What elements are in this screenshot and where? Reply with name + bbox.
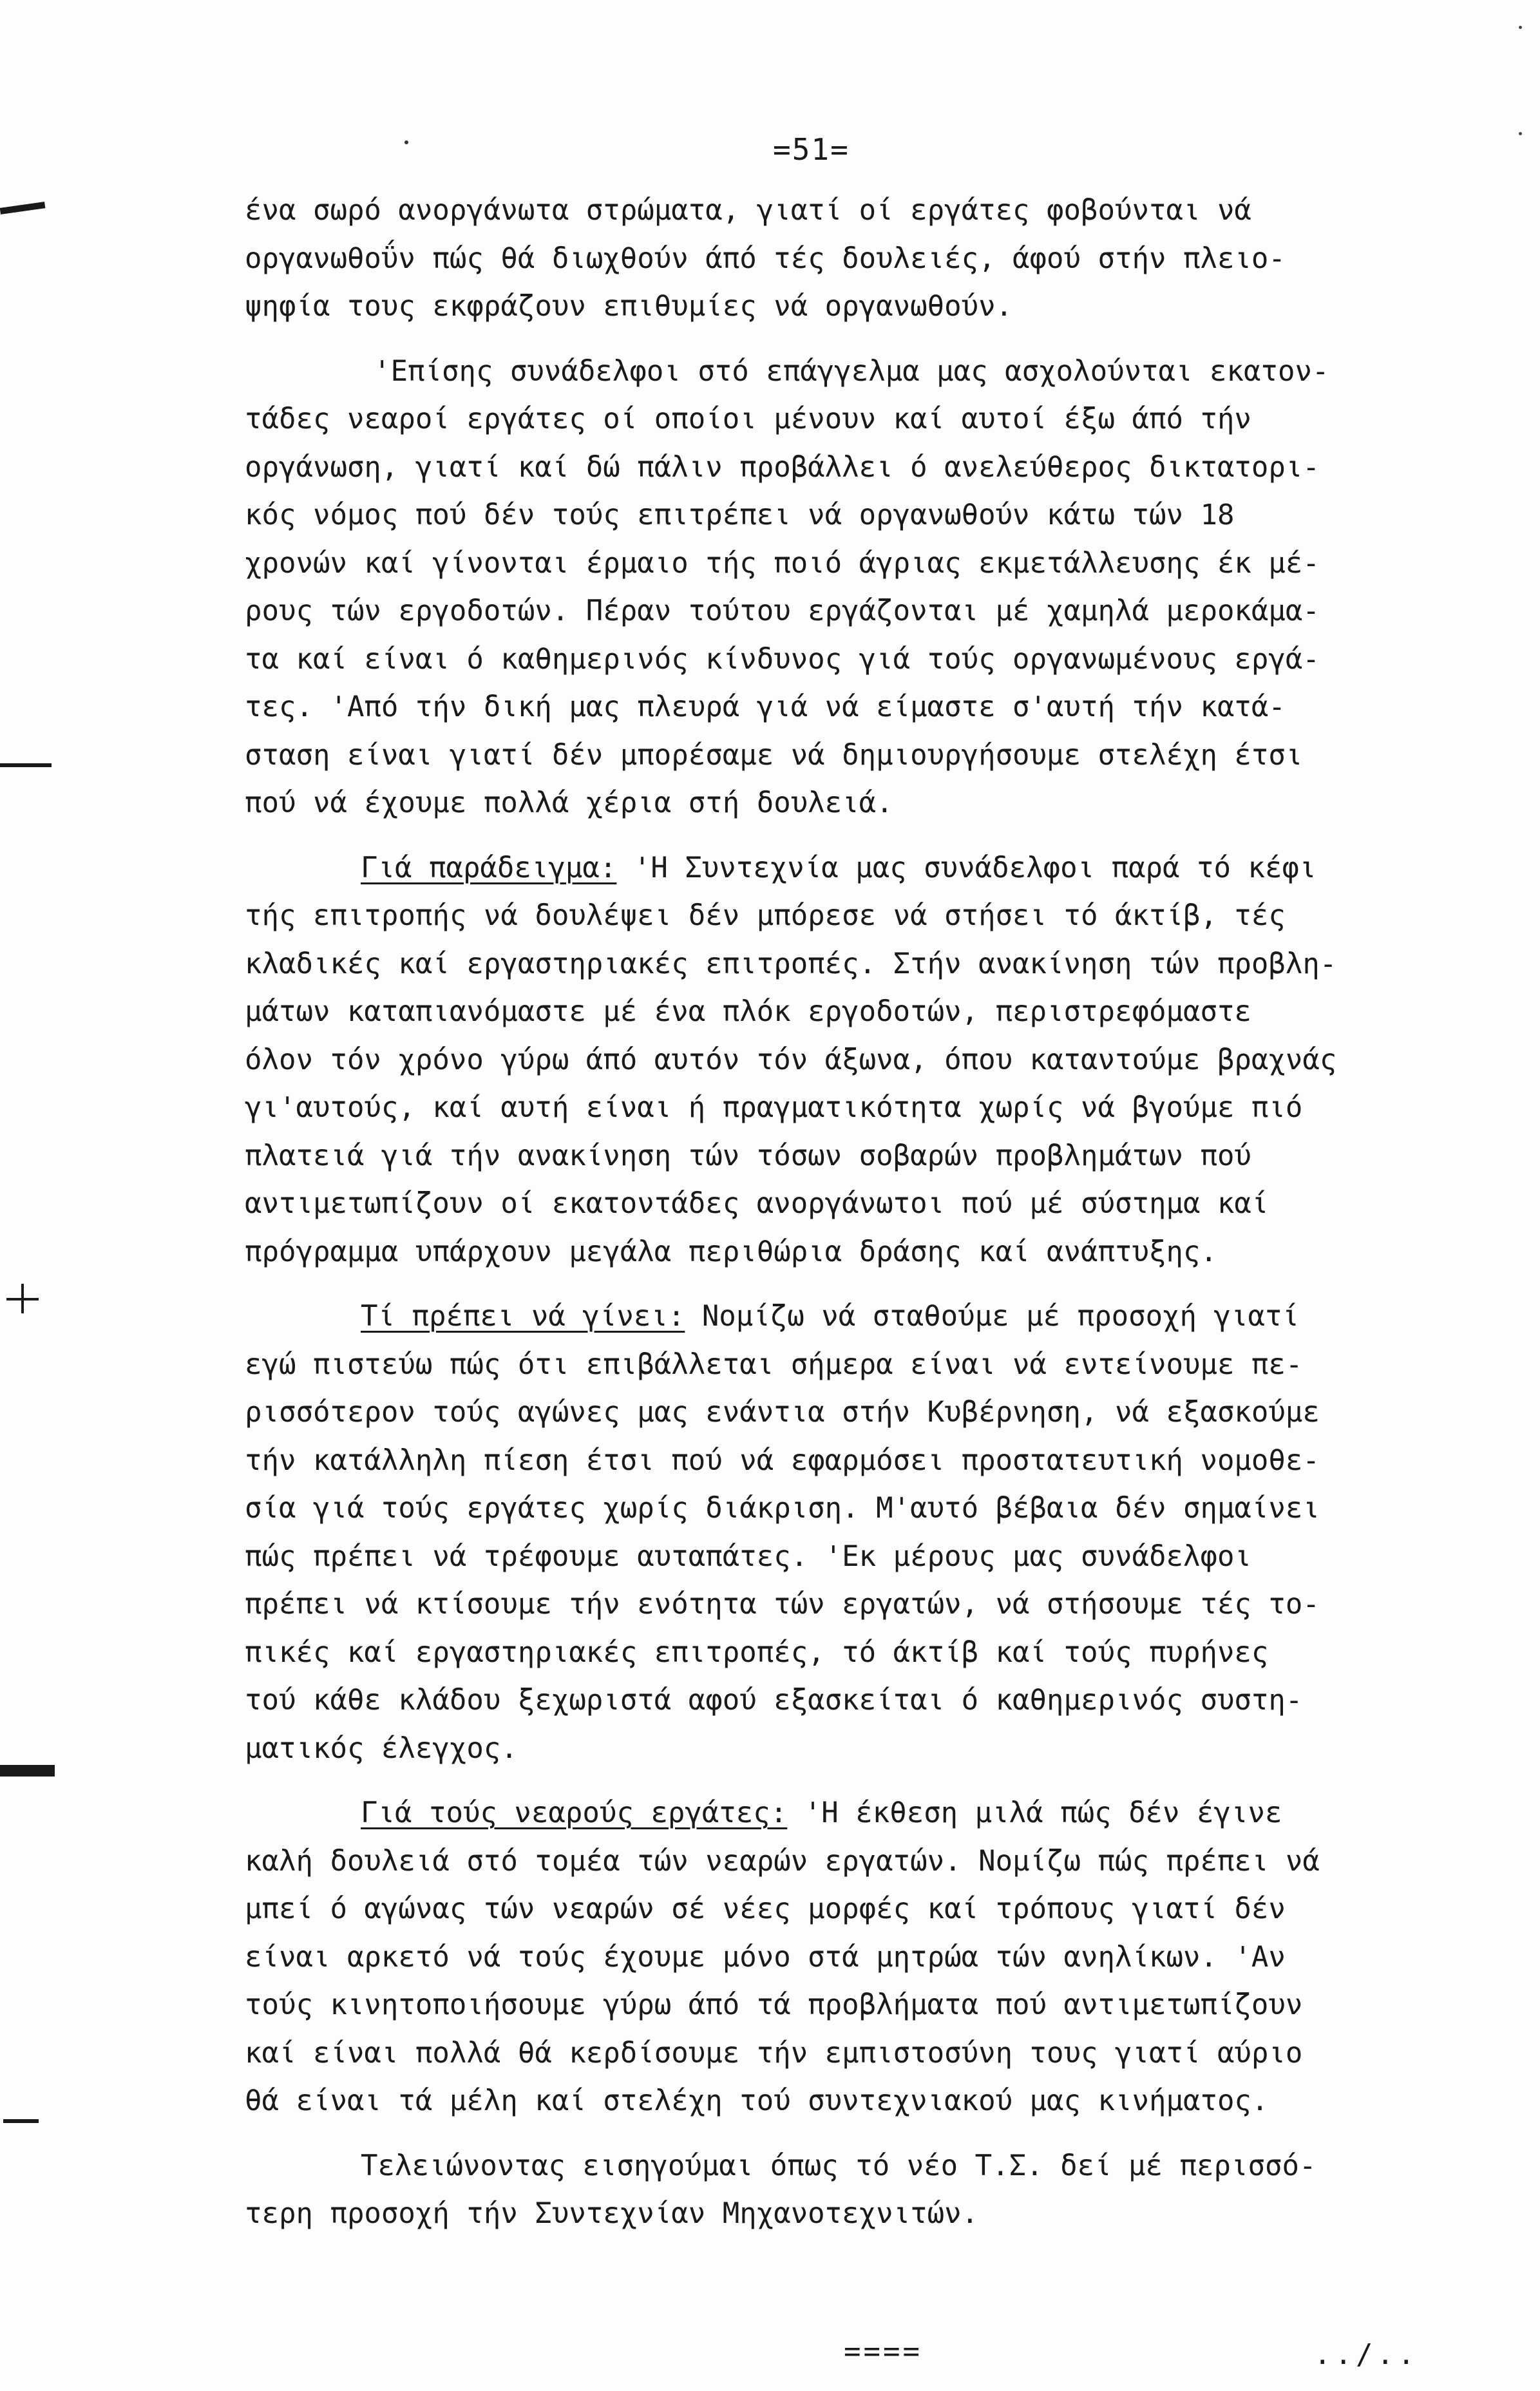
text-line: πρέπει νά κτίσουμε τήν ενότητα τών εργατών, νά στήσουμε τές το- xyxy=(245,1588,1320,1621)
text-line: όλον τόν χρόνο γύρω άπό αυτόν τόν άξωνα, όπου καταντούμε βραχνάς xyxy=(245,1043,1337,1076)
text-line: Τελειώνοντας εισηγούμαι όπως τό νέο Τ.Σ. δεί μέ περισσό- xyxy=(361,2149,1317,2182)
text-line: ματικός έλεγχος. xyxy=(245,1731,518,1765)
text-line: καί είναι πολλά θά κερδίσουμε τήν εμπιστοσύνη τους γιατί αύριο xyxy=(245,2036,1303,2070)
section-heading: Γιά τούς νεαρούς εργάτες: xyxy=(361,1796,788,1829)
text-line: πού νά έχουμε πολλά χέρια στή δουλειά. xyxy=(245,786,893,819)
continuation-mark: ../.. xyxy=(1314,2338,1419,2371)
section-heading: Τί πρέπει νά γίνει: xyxy=(361,1300,685,1333)
document-body xyxy=(245,187,1469,2238)
text-line: ρους τών εργοδοτών. Πέραν τούτου εργάζονται μέ χαμηλά μεροκάμα- xyxy=(245,595,1320,627)
page-number: =51= xyxy=(773,132,850,167)
text-line: ψηφία τους εκφράζουν επιθυμίες νά οργανωθούν. xyxy=(245,290,1013,323)
text-line: μάτων καταπιανόμαστε μέ ένα πλόκ εργοδοτών, περιστρεφόμαστε xyxy=(245,995,1251,1028)
speck-mark xyxy=(1519,132,1522,135)
section-heading: Γιά παράδειγμα: xyxy=(361,851,617,884)
text-line: πλατειά γιά τήν ανακίνηση τών τόσων σοβαρών προβλημάτων πού xyxy=(245,1139,1251,1172)
text-line: τάδες νεαροί εργάτες οί οποίοι μένουν καί αυτοί έξω άπό τήν xyxy=(245,403,1251,435)
text-line: εγώ πιστεύω πώς ότι επιβάλλεται σήμερα είναι νά εντείνουμε πε- xyxy=(245,1348,1303,1381)
text-line: καλή δουλειά στό τομέα τών νεαρών εργατών. Νομίζω πώς πρέπει νά xyxy=(245,1844,1320,1878)
text-span: 'Η έκθεση μιλά πώς δέν έγινε xyxy=(787,1796,1282,1829)
binding-mark xyxy=(0,1765,55,1777)
text-line: οργανωθοΰν πώς θά διωχθούν άπό τές δουλειές, άφού στήν πλειο- xyxy=(245,242,1286,275)
text-line: 'Επίσης συνάδελφοι στό επάγγελμα μας ασχολούνται εκατον- xyxy=(374,354,1329,388)
text-line: ρισσότερον τούς αγώνες μας ενάντια στήν Κυβέρνηση, νά εξασκούμε xyxy=(245,1396,1320,1429)
text-line: σία γιά τούς εργάτες χωρίς διάκριση. Μ'αυτό βέβαια δέν σημαίνει xyxy=(245,1492,1320,1525)
text-line: γι'αυτούς, καί αυτή είναι ή πραγματικότητα χωρίς νά βγούμε πιό xyxy=(245,1091,1303,1124)
text-line: οργάνωση, γιατί καί δώ πάλιν προβάλλει ό ανελεύθερος δικτατορι- xyxy=(245,450,1320,484)
text-line: είναι αρκετό νά τούς έχουμε μόνο στά μητρώα τών ανηλίκων. 'Αν xyxy=(245,1940,1286,1974)
text-line: ένα σωρό ανοργάνωτα στρώματα, γιατί οί εργάτες φοβούνται νά xyxy=(245,194,1251,227)
text-line xyxy=(245,1293,1469,1341)
binding-mark xyxy=(21,1284,24,1313)
text-line: κός νόμος πού δέν τούς επιτρέπει νά οργανωθούν κάτω τών 18 xyxy=(245,499,1235,531)
text-line: τής επιτροπής νά δουλέψει δέν μπόρεσε νά στήσει τό άκτίβ, τές xyxy=(245,899,1286,932)
text-line: τερη προσοχή τήν Συντεχνίαν Μηχανοτεχνιτών. xyxy=(245,2197,979,2230)
text-line: τού κάθε κλάδου ξεχωριστά αφού εξασκείται ό καθημερινός συστη- xyxy=(245,1684,1303,1717)
text-line xyxy=(245,1789,1469,1838)
binding-mark xyxy=(0,202,45,214)
text-line: θά είναι τά μέλη καί στελέχη τού συντεχνιακού μας κινήματος. xyxy=(245,2084,1269,2117)
text-line: τες. 'Από τήν δική μας πλευρά γιά νά είμαστε σ'αυτή τήν κατά- xyxy=(245,691,1286,723)
text-line: πικές καί εργαστηριακές επιτροπές, τό άκτίβ καί τούς πυρήνες xyxy=(245,1635,1269,1669)
text-line: κλαδικές καί εργαστηριακές επιτροπές. Στήν ανακίνηση τών προβλη- xyxy=(245,947,1337,980)
text-line: χρονών καί γίνονται έρμαιο τής ποιό άγριας εκμετάλλευσης έκ μέ- xyxy=(245,546,1320,580)
binding-mark xyxy=(0,763,52,767)
speck-mark xyxy=(404,140,408,144)
text-line: τα καί είναι ό καθημερινός κίνδυνος γιά τούς οργανωμένους εργά- xyxy=(245,642,1320,676)
text-span: 'Η Συντεχνία μας συνάδελφοι παρά τό κέφι xyxy=(616,851,1317,884)
text-line: πώς πρέπει νά τρέφουμε αυταπάτες. 'Εκ μέρους μας συνάδελφοι xyxy=(245,1539,1251,1573)
text-line xyxy=(245,844,1469,893)
text-line: τούς κινητοποιήσουμε γύρω άπό τά προβλήματα πού αντιμετωπίζουν xyxy=(245,1988,1303,2021)
text-line: αντιμετωπίζουν οί εκατοντάδες ανοργάνωτοι πού μέ σύστημα καί xyxy=(245,1187,1269,1220)
speck-mark xyxy=(1519,26,1522,29)
text-line: τήν κατάλληλη πίεση έτσι πού νά εφαρμόσει προστατευτική νομοθε- xyxy=(245,1443,1320,1477)
text-line: πρόγραμμα υπάρχουν μεγάλα περιθώρια δράσης καί ανάπτυξης. xyxy=(245,1235,1217,1268)
text-span: Νομίζω νά σταθούμε μέ προσοχή γιατί xyxy=(685,1300,1299,1333)
text-line: μπεί ό αγώνας τών νεαρών σέ νέες μορφές καί τρόπους γιατί δέν xyxy=(245,1892,1286,1925)
text-line: σταση είναι γιατί δέν μπορέσαμε νά δημιουργήσουμε στελέχη έτσι xyxy=(245,738,1303,772)
end-mark: ==== xyxy=(844,2335,922,2368)
binding-mark xyxy=(3,2119,39,2123)
